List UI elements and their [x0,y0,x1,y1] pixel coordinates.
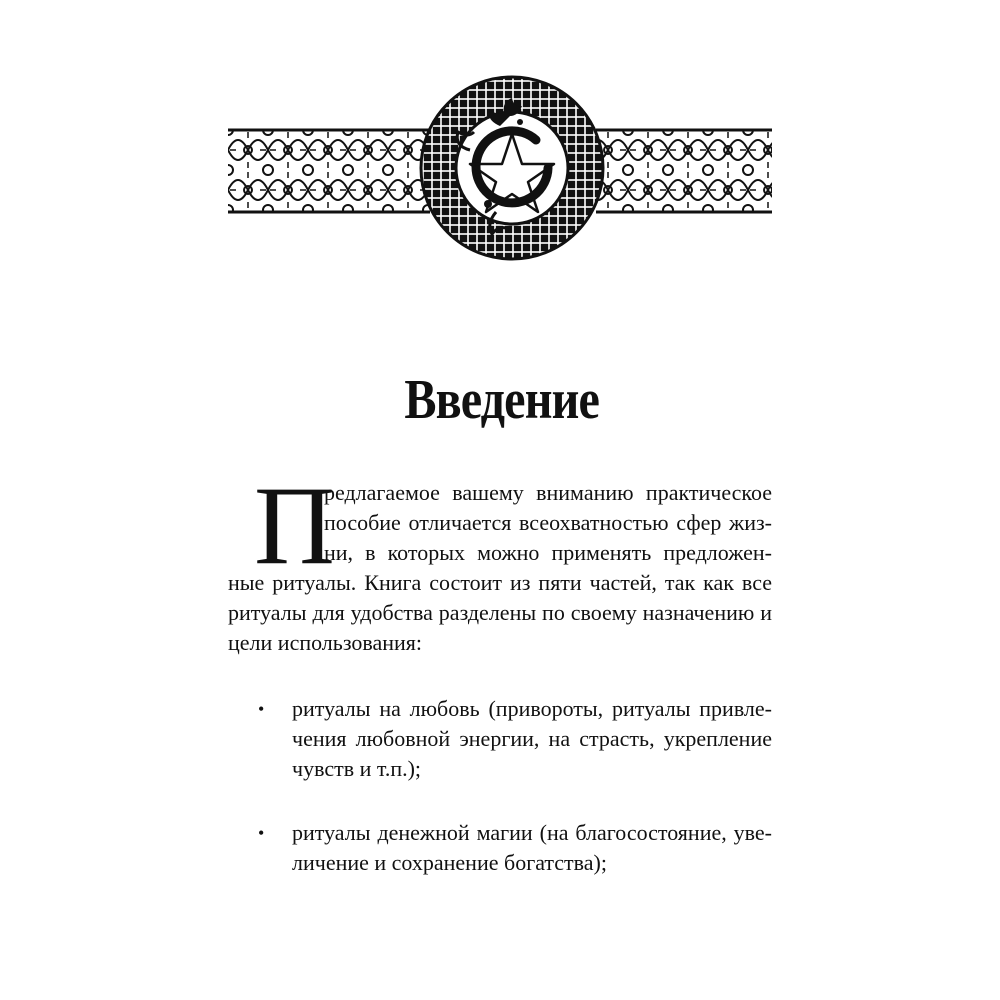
list-item-line: ритуалы денежной магии (на благосостояние, уве- [292,820,772,845]
intro-line: ные ритуалы. Книга состоит из пяти частей, так как все [228,570,772,595]
intro-paragraph [228,464,772,658]
list-item-line: ритуалы на любовь (привороты, ритуалы привле- [292,696,772,721]
right-lace-band [596,130,772,212]
ornament-band [0,0,1000,300]
chapter-title: Введение [404,369,599,431]
list-item-line: чувств и т.п.); [292,756,422,781]
list-item-line: чения любовной энергии, на страсть, укрепление [292,726,772,751]
chapter-body [228,464,772,912]
intro-line: пособие отличается всеохватностью сфер жиз- [324,510,772,535]
list-item [228,818,772,878]
list-item-line: личение и сохранение богатства); [292,850,607,875]
ritual-list [228,694,772,878]
intro-line: цели использования: [228,630,423,655]
header-ornament [0,0,1000,300]
list-item [228,694,772,784]
intro-line: ни, в которых можно применять предложен- [324,540,772,565]
intro-line: ритуалы для удобства разделены по своему назначению и [228,600,772,625]
bullet-icon: • [258,699,265,719]
left-lace-band [228,130,428,212]
intro-line: редлагаемое вашему вниманию практическое [324,480,772,505]
bullet-icon: • [258,823,265,843]
drop-cap: П [254,464,335,588]
